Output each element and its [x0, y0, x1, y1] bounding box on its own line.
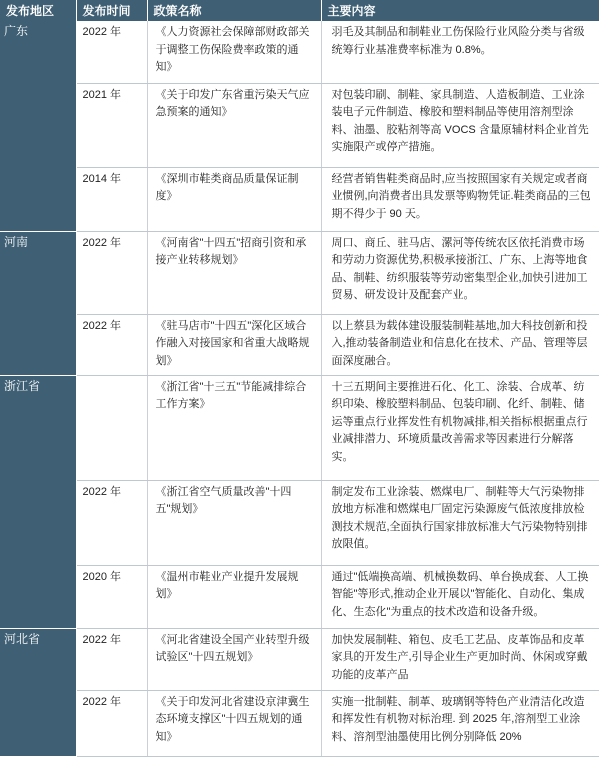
header-region: 发布地区 [0, 0, 76, 21]
year-cell: 2022 年 [76, 231, 147, 314]
content-cell: 加快发展制鞋、箱包、皮毛工艺品、皮革饰品和皮革家具的开发生产,引导企业生产更加时尚、休闲或穿戴功能的皮革产品 [321, 628, 599, 690]
table-row [0, 480, 599, 565]
content-cell: 实施一批制鞋、制革、玻璃钢等特色产业清洁化改造和挥发性有机物对标治理. 到 2025 年,溶剂型工业涂料、溶剂型油墨使用比例分别降低 20% [321, 690, 599, 756]
region-cell: 河北省 [0, 628, 76, 756]
policy-name-cell: 《河北省建设全国产业转型升级试验区"十四五规划》 [147, 628, 321, 690]
region-cell: 浙江省 [0, 375, 76, 628]
content-cell: 周口、商丘、驻马店、漯河等传统农区依托消费市场和劳动力资源优势,积极承接浙江、广东、上海等地食品、制鞋、纺织服装等劳动密集型企业,加快引进加工贸易、研发设计及配套产业。 [321, 231, 599, 314]
content-cell: 对包装印刷、制鞋、家具制造、人造板制造、工业涂装电子元件制造、橡胶和塑料制品等使用溶剂型涂料、油墨、胶粘剂等高 VOCS 含量原辅材料企业首先实施限产或停产措施。 [321, 83, 599, 167]
year-cell: 2022 年 [76, 628, 147, 690]
year-cell: 2020 年 [76, 565, 147, 628]
year-cell: 2022 年 [76, 690, 147, 756]
table-row [0, 690, 599, 756]
table-row [0, 231, 599, 314]
content-cell: 十三五期间主要推进石化、化工、涂装、合成革、纺织印染、橡胶塑料制品、包装印刷、化纤、制鞋、储运等重点行业挥发性有机物减排,相关指标根据重点行业减排潜力、环境质量改善需求等因素进行分解落实。 [321, 375, 599, 480]
content-cell: 以上蔡县为载体建设服装制鞋基地,加大科技创新和投入,推动装备制造业和信息化在技术、产品、管理等层面深度融合。 [321, 314, 599, 375]
table-row [0, 565, 599, 628]
policy-name-cell: 《驻马店市"十四五"深化区域合作融入对接国家和省重大战略规划》 [147, 314, 321, 375]
content-cell: 制定发布工业涂装、燃煤电厂、制鞋等大气污染物排放地方标准和燃煤电厂固定污染源废气低浓度排放检测技术规范,全面执行国家排放标准大气污染物特别排放限值。 [321, 480, 599, 565]
region-cell: 广东 [0, 21, 76, 231]
year-cell: 2022 年 [76, 21, 147, 83]
policy-name-cell: 《关于印发河北省建设京津冀生态环境支撑区"十四五规划的通知》 [147, 690, 321, 756]
table-header-row [0, 0, 599, 21]
year-cell [76, 375, 147, 480]
header-date: 发布时间 [76, 0, 147, 21]
header-policy-name: 政策名称 [147, 0, 321, 21]
policy-name-cell: 《温州市鞋业产业提升发展规划》 [147, 565, 321, 628]
region-cell: 河南 [0, 231, 76, 375]
policy-name-cell: 《河南省"十四五"招商引资和承接产业转移规划》 [147, 231, 321, 314]
table-row [0, 83, 599, 167]
table-row [0, 21, 599, 83]
policy-name-cell: 《浙江省"十三五"节能减排综合工作方案》 [147, 375, 321, 480]
header-main-content: 主要内容 [321, 0, 599, 21]
year-cell: 2022 年 [76, 314, 147, 375]
content-cell: 羽毛及其制品和制鞋业工伤保险行业风险分类与省级统筹行业基准费率标准为 0.8%。 [321, 21, 599, 83]
policy-name-cell: 《关于印发广东省重污染天气应急预案的通知》 [147, 83, 321, 167]
year-cell: 2022 年 [76, 480, 147, 565]
year-cell: 2021 年 [76, 83, 147, 167]
policy-name-cell: 《人力资源社会保障部财政部关于调整工伤保险费率政策的通知》 [147, 21, 321, 83]
content-cell: 通过"低端换高端、机械换数码、单台换成套、人工换智能"等形式,推动企业开展以"智能化、自动化、集成化、生态化"为重点的技术改造和设备升级。 [321, 565, 599, 628]
policy-name-cell: 《浙江省空气质量改善"十四五"规划》 [147, 480, 321, 565]
year-cell: 2014 年 [76, 167, 147, 231]
table-row [0, 167, 599, 231]
table-row [0, 628, 599, 690]
policy-name-cell: 《深圳市鞋类商品质量保证制度》 [147, 167, 321, 231]
table-row [0, 375, 599, 480]
content-cell: 经营者销售鞋类商品时,应当按照国家有关规定或者商业惯例,向消费者出具发票等购物凭证.鞋类商品的三包期不得少于 90 天。 [321, 167, 599, 231]
table-row [0, 314, 599, 375]
